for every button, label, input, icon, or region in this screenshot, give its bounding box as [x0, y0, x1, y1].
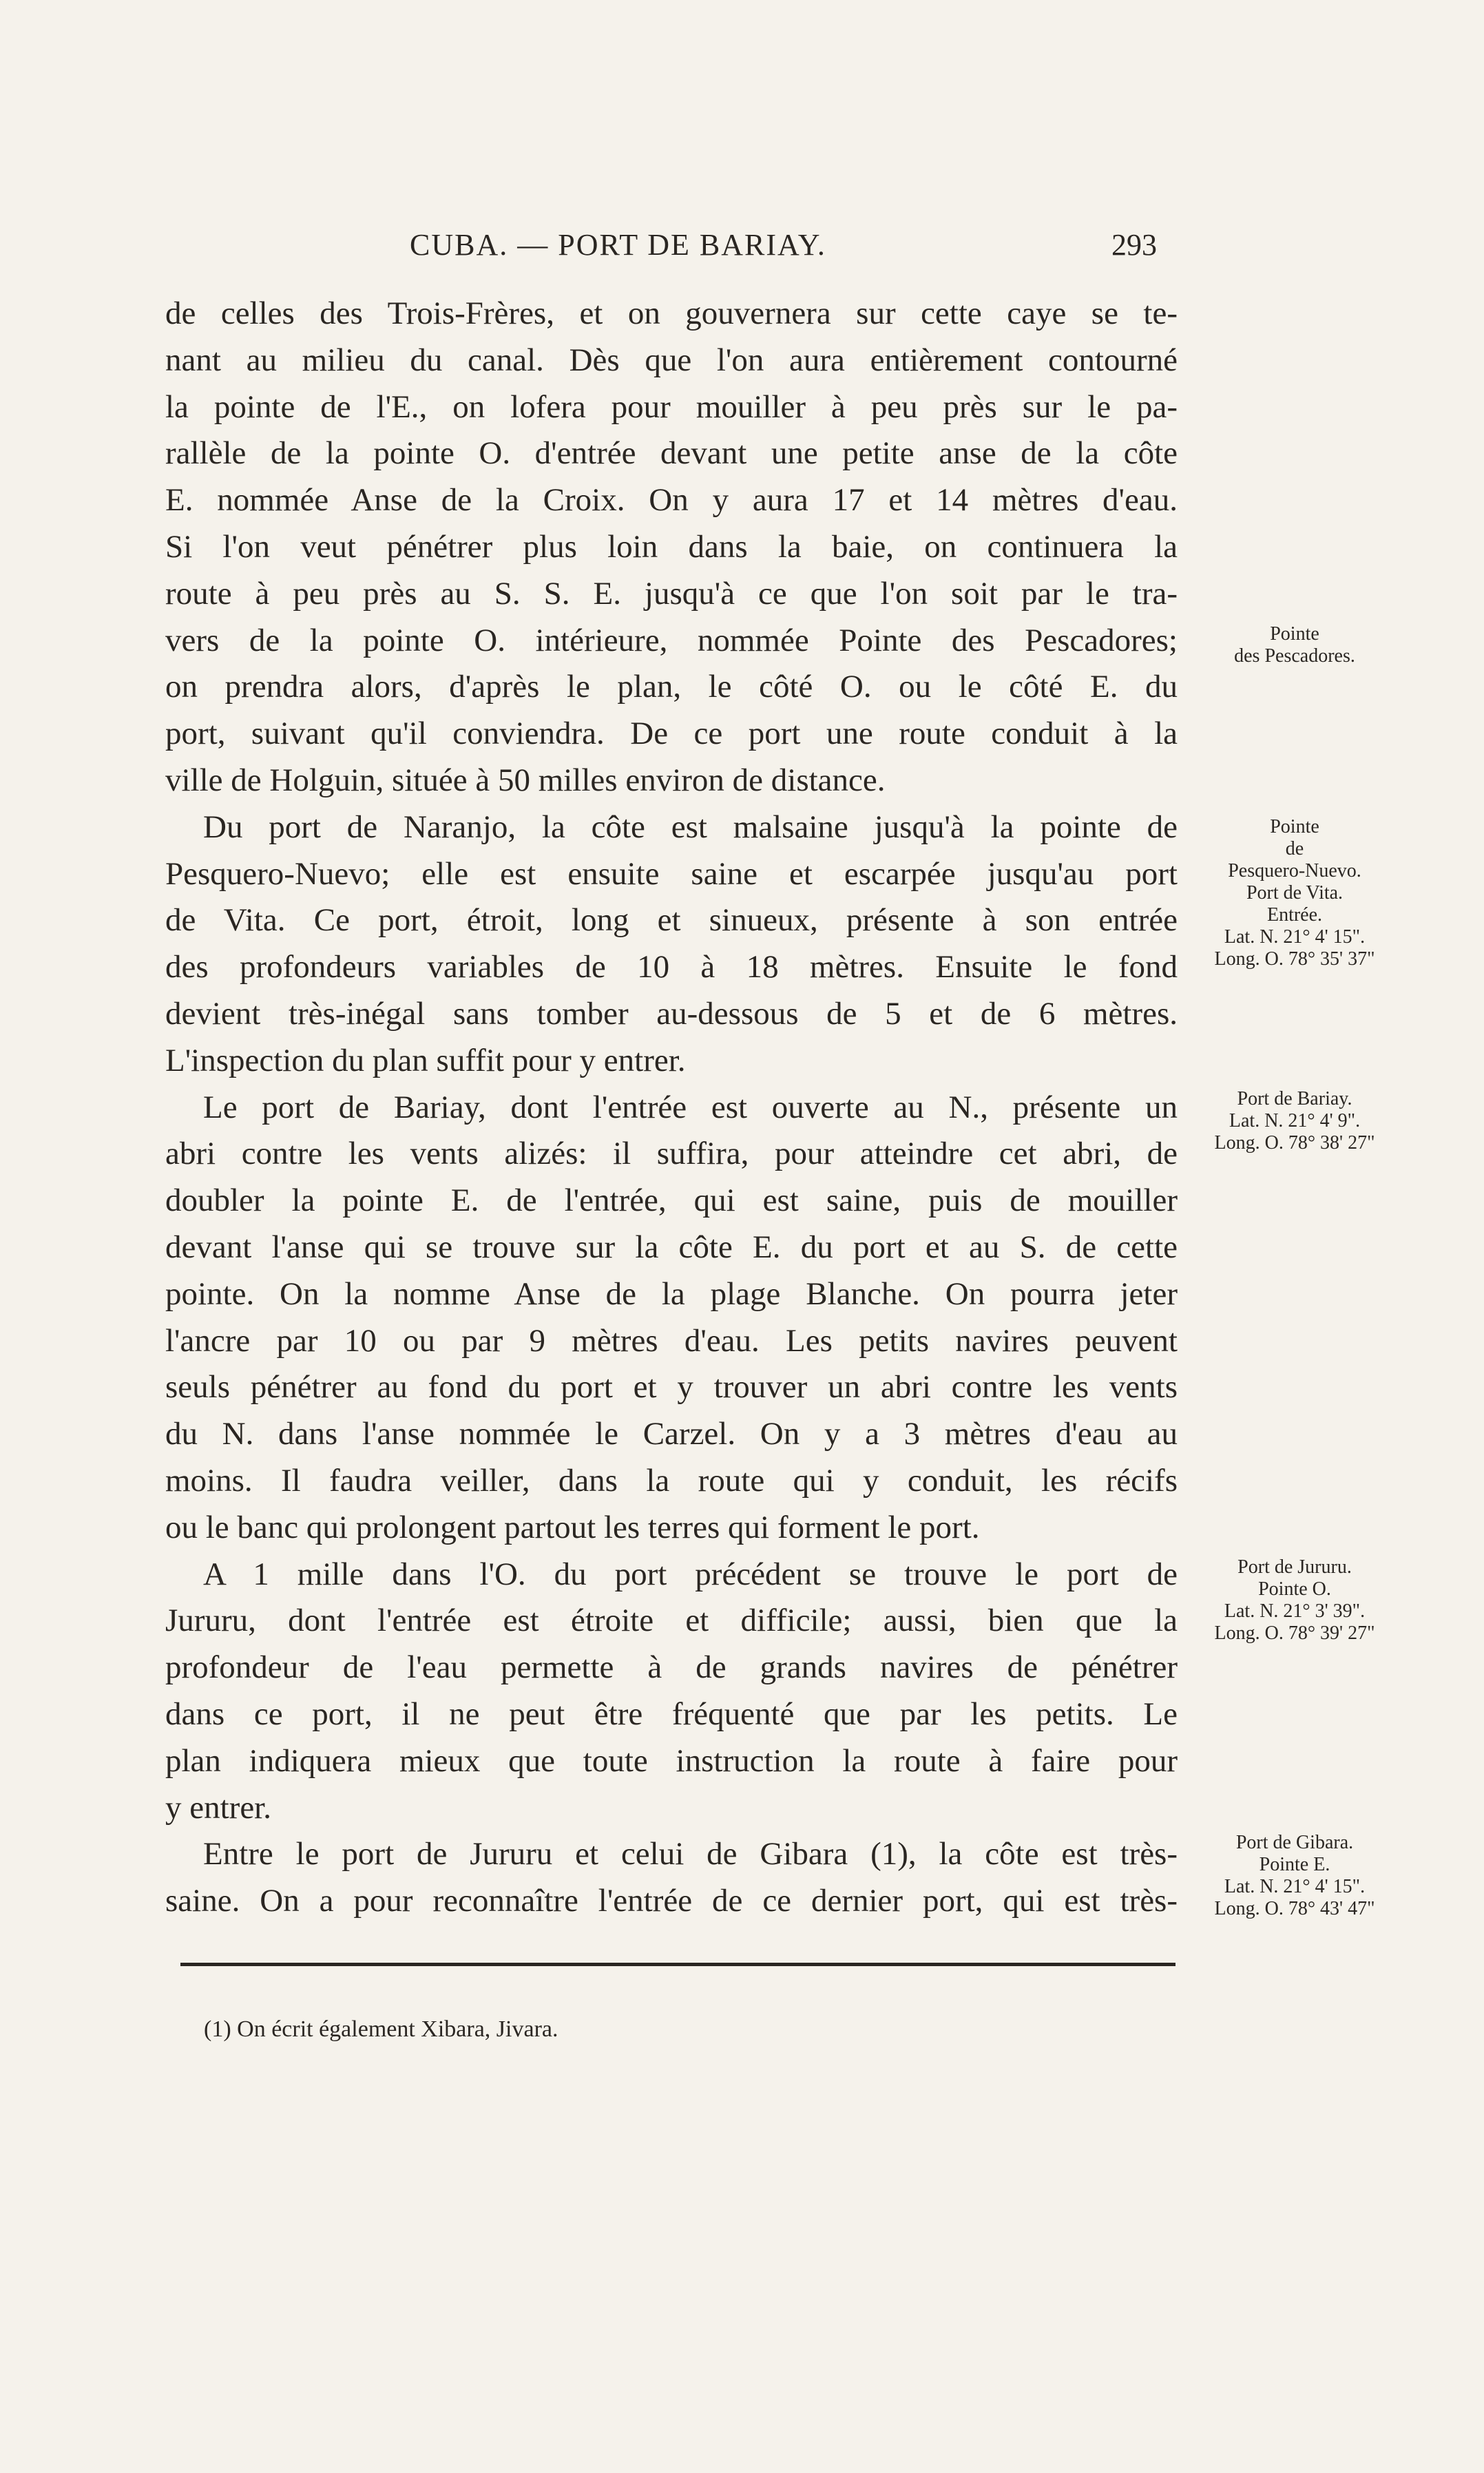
text-line: la pointe de l'E., on lofera pour mouiller à peu près sur le pa- — [165, 388, 1178, 425]
text-line: devant l'anse qui se trouve sur la côte E. du port et au S. de cette — [165, 1229, 1178, 1265]
footnote-rule — [180, 1963, 1175, 1966]
margin-note-jururu — [1191, 1556, 1398, 1645]
page-number: 293 — [1111, 228, 1157, 262]
margin-note-line: Long. O. 78° 38' 27" — [1214, 1132, 1375, 1154]
text-line: dans ce port, il ne peut être fréquenté que par les petits. Le — [165, 1695, 1178, 1732]
text-line: plan indiquera mieux que toute instruction la route à faire pour — [165, 1742, 1178, 1779]
text-line: ou le banc qui prolongent partout les terres qui forment le port. — [165, 1509, 980, 1545]
text-line: de celles des Trois-Frères, et on gouvernera sur cette caye se te- — [165, 295, 1178, 331]
text-line: Du port de Naranjo, la côte est malsaine jusqu'à la pointe de — [203, 808, 1178, 845]
margin-note-line: Pointe E. — [1259, 1854, 1330, 1875]
text-line: des profondeurs variables de 10 à 18 mètres. Ensuite le fond — [165, 949, 1178, 985]
margin-note-line: Lat. N. 21° 4' 15". — [1224, 926, 1366, 948]
margin-note-line: Long. O. 78° 43' 47" — [1214, 1898, 1375, 1919]
margin-note-line: Long. O. 78° 35' 37" — [1214, 948, 1375, 970]
margin-note-line: Lat. N. 21° 4' 15". — [1224, 1876, 1366, 1897]
margin-note-line: de — [1285, 838, 1304, 859]
text-line: Entre le port de Jururu et celui de Gibara (1), la côte est très- — [203, 1836, 1178, 1872]
text-line: Le port de Bariay, dont l'entrée est ouverte au N., présente un — [203, 1089, 1178, 1125]
text-line: pointe. On la nomme Anse de la plage Blanche. On pourra jeter — [165, 1275, 1178, 1312]
margin-note-line: Port de Vita. — [1246, 882, 1344, 904]
text-line: de Vita. Ce port, étroit, long et sinueux, présente à son entrée — [165, 902, 1178, 939]
margin-note-gibara — [1191, 1832, 1398, 1920]
margin-note-line: Port de Jururu. — [1237, 1556, 1352, 1578]
margin-note-line: Pointe — [1270, 816, 1319, 837]
margin-note-line: Port de Bariay. — [1237, 1088, 1352, 1109]
margin-note-line: Pointe — [1270, 623, 1319, 645]
text-line: on prendra alors, d'après le plan, le côté O. ou le côté E. du — [165, 669, 1178, 705]
margin-note-bariay — [1191, 1088, 1398, 1154]
text-line: route à peu près au S. S. E. jusqu'à ce que l'on soit par le tra- — [165, 575, 1178, 612]
margin-note-line: Long. O. 78° 39' 27" — [1214, 1622, 1375, 1644]
text-line: vers de la pointe O. intérieure, nommée Pointe des Pescadores; — [165, 622, 1178, 658]
text-line: ville de Holguin, située à 50 milles environ de distance. — [165, 762, 886, 798]
text-line: E. nommée Anse de la Croix. On y aura 17 et 14 mètres d'eau. — [165, 482, 1178, 519]
text-line: Jururu, dont l'entrée est étroite et difficile; aussi, bien que la — [165, 1603, 1178, 1639]
margin-note-line: Lat. N. 21° 4' 9". — [1229, 1110, 1361, 1131]
text-line: A 1 mille dans l'O. du port précédent se trouve le port de — [203, 1556, 1178, 1592]
margin-note-line: Pesquero-Nuevo. — [1228, 860, 1361, 881]
main-text — [165, 291, 1178, 1925]
text-line: port, suivant qu'il conviendra. De ce port une route conduit à la — [165, 716, 1178, 752]
margin-note-vita — [1191, 816, 1398, 970]
text-line: nant au milieu du canal. Dès que l'on aura entièrement contourné — [165, 342, 1178, 378]
margin-note-line: Pointe O. — [1258, 1578, 1331, 1600]
margin-note-line: des Pescadores. — [1234, 645, 1355, 667]
text-line: du N. dans l'anse nommée le Carzel. On y a 3 mètres d'eau au — [165, 1416, 1178, 1452]
footnote: (1) On écrit également Xibara, Jivara. — [204, 2016, 558, 2042]
margin-note-line: Lat. N. 21° 3' 39". — [1224, 1600, 1366, 1622]
text-line: abri contre les vents alizés: il suffira, pour atteindre cet abri, de — [165, 1136, 1178, 1172]
page-header — [165, 227, 1157, 269]
text-line: Si l'on veut pénétrer plus loin dans la baie, on continuera la — [165, 528, 1178, 565]
text-line: l'ancre par 10 ou par 9 mètres d'eau. Les petits navires peuvent — [165, 1322, 1178, 1359]
text-line: devient très-inégal sans tomber au-dessous de 5 et de 6 mètres. — [165, 995, 1178, 1032]
text-line: profondeur de l'eau permette à de grands navires de pénétrer — [165, 1649, 1178, 1686]
text-line: saine. On a pour reconnaître l'entrée de ce dernier port, qui est très- — [165, 1883, 1178, 1919]
text-line: y entrer. — [165, 1789, 271, 1826]
margin-note-line: Port de Gibara. — [1235, 1832, 1354, 1853]
margin-note-line: Entrée. — [1266, 904, 1323, 926]
text-line: doubler la pointe E. de l'entrée, qui est saine, puis de mouiller — [165, 1182, 1178, 1219]
text-line: moins. Il faudra veiller, dans la route qui y conduit, les récifs — [165, 1462, 1178, 1499]
margin-note-pescadores — [1191, 623, 1398, 667]
running-title: CUBA. — PORT DE BARIAY. — [410, 228, 826, 262]
text-line: Pesquero-Nuevo; elle est ensuite saine et escarpée jusqu'au port — [165, 855, 1178, 892]
text-line: seuls pénétrer au fond du port et y trouver un abri contre les vents — [165, 1369, 1178, 1406]
text-line: rallèle de la pointe O. d'entrée devant une petite anse de la côte — [165, 435, 1178, 472]
text-line: L'inspection du plan suffit pour y entrer. — [165, 1042, 686, 1078]
